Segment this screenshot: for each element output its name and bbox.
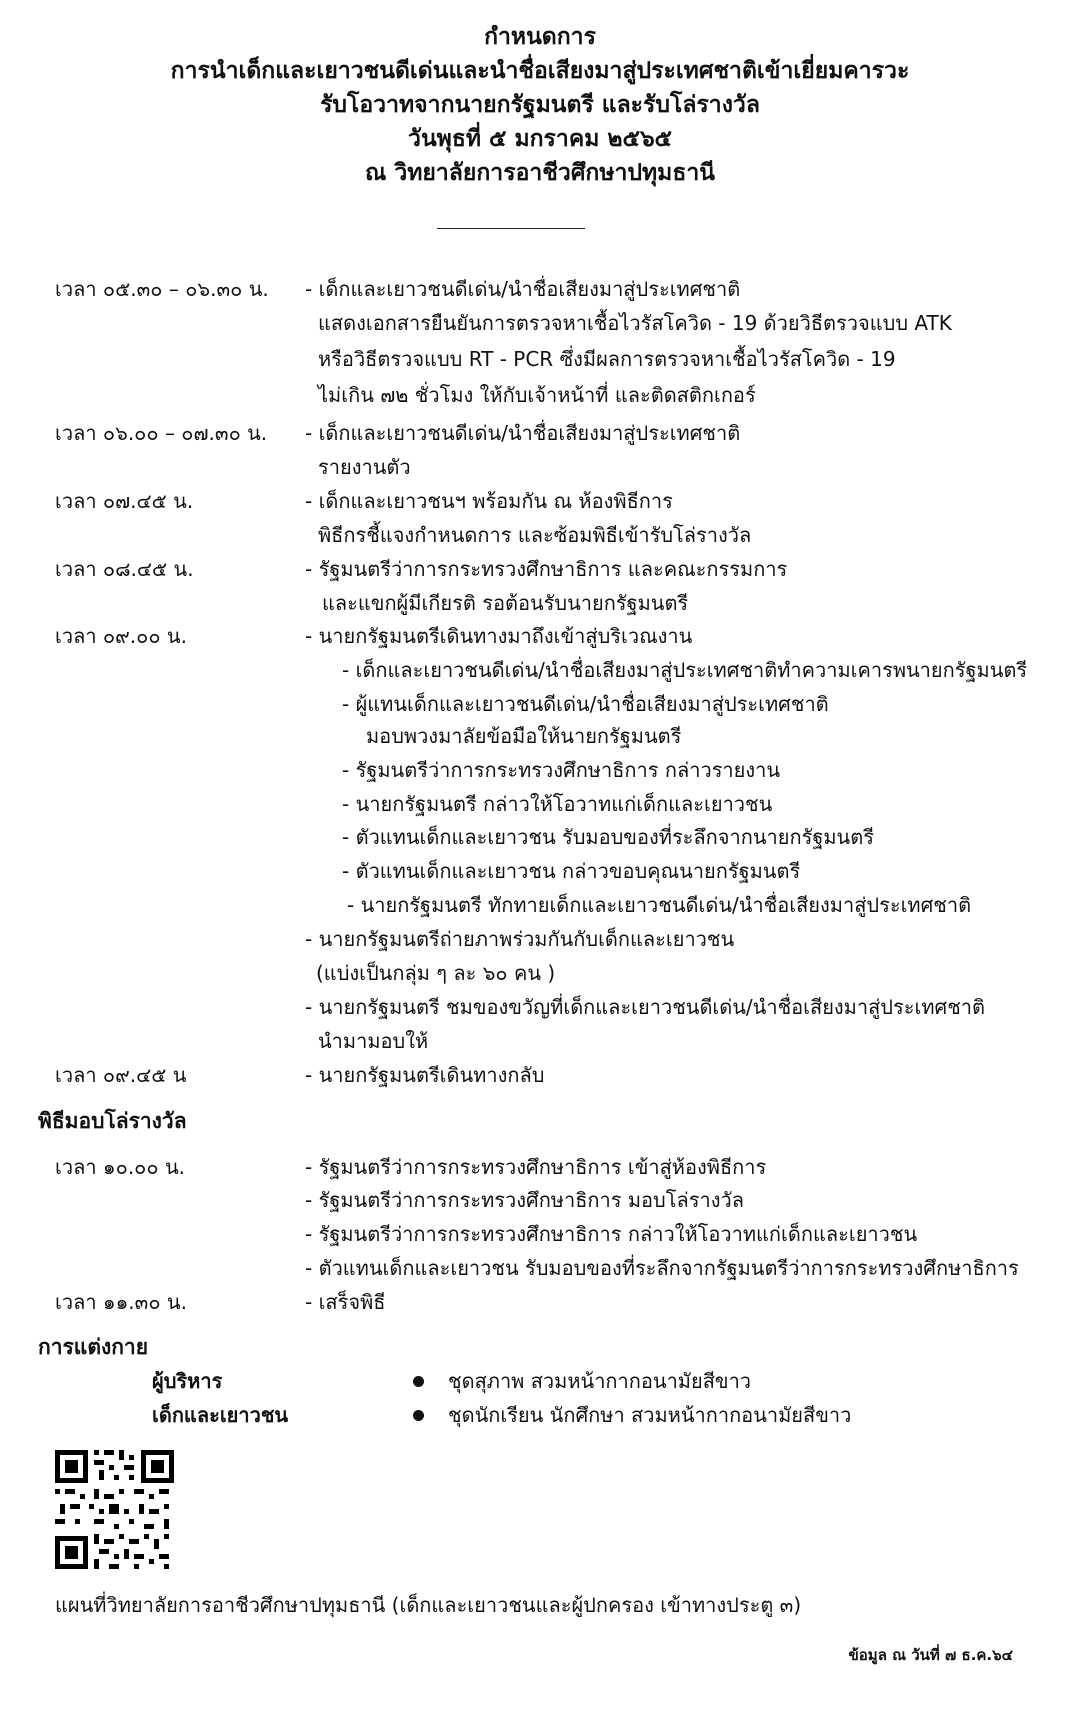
document-header [0,20,1080,190]
dress-description: ชุดนักเรียน นักศึกษา สวมหน้ากากอนามัยสีขาว [448,1403,852,1427]
schedule-activity: - รัฐมนตรีว่าการกระทรวงศึกษาธิการ และคณะกรรมการ [305,557,788,581]
dress-description: ชุดสุภาพ สวมหน้ากากอนามัยสีขาว [448,1369,752,1393]
schedule-time-8: เวลา ๑๑.๓๐ น. [55,1290,187,1314]
document-title: กำหนดการ [484,24,596,50]
schedule-activity-detail: รายงานตัว [318,455,411,479]
schedule-time-3: เวลา ๐๗.๔๕ น. [55,489,194,513]
schedule-activity: - เด็กและเยาวชนฯ พร้อมกัน ณ ห้องพิธีการ [305,489,673,513]
bullet-icon [413,1410,424,1421]
schedule-subactivity: - เด็กและเยาวชนดีเด่น/นำชื่อเสียงมาสู่ประเทศชาติทำความเคารพนายกรัฐมนตรี [342,658,1028,682]
schedule-activity-detail: แสดงเอกสารยืนยันการตรวจหาเชื้อไวรัสโควิด - 19 ด้วยวิธีตรวจแบบ ATK [318,311,952,335]
schedule-time-2: เวลา ๐๖.๐๐ – ๐๗.๓๐ น. [55,421,268,445]
schedule-time-1: เวลา ๐๕.๓๐ – ๐๖.๓๐ น. [55,277,269,301]
schedule-activity-detail: พิธีกรชี้แจงกำหนดการ และซ้อมพิธีเข้ารับโล่รางวัล [318,523,752,547]
schedule-activity: - ตัวแทนเด็กและเยาวชน รับมอบของที่ระลึกจากรัฐมนตรีว่าการกระทรวงศึกษาธิการ [305,1256,1019,1280]
schedule-activity: - เด็กและเยาวชนดีเด่น/นำชื่อเสียงมาสู่ประเทศชาติ [305,277,741,301]
schedule-time-4: เวลา ๐๘.๔๕ น. [55,557,194,581]
schedule-subactivity: - ตัวแทนเด็กและเยาวชน รับมอบของที่ระลึกจากนายกรัฐมนตรี [342,825,874,849]
schedule-activity: - นายกรัฐมนตรีเดินทางมาถึงเข้าสู่บริเวณงาน [305,624,693,648]
award-section-title: พิธีมอบโล่รางวัล [38,1109,187,1133]
schedule-activity: - รัฐมนตรีว่าการกระทรวงศึกษาธิการ กล่าวให้โอวาทแก่เด็กและเยาวชน [305,1222,918,1246]
schedule-activity-detail: หรือวิธีตรวจแบบ RT - PCR ซึ่งมีผลการตรวจหาเชื้อไวรัสโควิด - 19 [318,347,896,371]
schedule-subactivity: - ตัวแทนเด็กและเยาวชน กล่าวขอบคุณนายกรัฐมนตรี [342,859,801,883]
schedule-activity-detail: และแขกผู้มีเกียรติ รอต้อนรับนายกรัฐมนตรี [322,591,689,615]
schedule-subactivity: - รัฐมนตรีว่าการกระทรวงศึกษาธิการ กล่าวรายงาน [342,758,781,782]
schedule-activity-detail: ไม่เกิน ๗๒ ชั่วโมง ให้กับเจ้าหน้าที่ และติดสติกเกอร์ [318,383,756,407]
schedule-time-5: เวลา ๐๙.๐๐ น. [55,624,187,648]
schedule-activity: - นายกรัฐมนตรี ชมของขวัญที่เด็กและเยาวชนดีเด่น/นำชื่อเสียงมาสู่ประเทศชาติ [305,995,985,1019]
schedule-subactivity: - ผู้แทนเด็กและเยาวชนดีเด่น/นำชื่อเสียงมาสู่ประเทศชาติ [342,692,829,716]
dress-section-title: การแต่งกาย [38,1335,149,1359]
event-subtitle: รับโอวาทจากนายกรัฐมนตรี และรับโล่รางวัล [320,92,760,118]
schedule-activity: - นายกรัฐมนตรีเดินทางกลับ [305,1063,545,1087]
header-divider [437,228,585,229]
schedule-activity: - รัฐมนตรีว่าการกระทรวงศึกษาธิการ มอบโล่รางวัล [305,1188,744,1212]
bullet-icon [413,1376,424,1387]
data-date-note: ข้อมูล ณ วันที่ ๗ ธ.ค.๖๔ [848,1646,1013,1664]
map-caption: แผนที่วิทยาลัยการอาชีวศึกษาปทุมธานี (เด็กและเยาวชนและผู้ปกครอง เข้าทางประตู ๓) [55,1593,802,1617]
schedule-time-6: เวลา ๐๙.๔๕ น [55,1063,187,1087]
event-title: การนำเด็กและเยาวชนดีเด่นและนำชื่อเสียงมาสู่ประเทศชาติเข้าเยี่ยมคารวะ [170,58,910,84]
schedule-subactivity-detail: มอบพวงมาลัยข้อมือให้นายกรัฐมนตรี [366,724,682,748]
schedule-subactivity: - นายกรัฐมนตรี กล่าวให้โอวาทแก่เด็กและเยาวชน [342,792,773,816]
schedule-activity-detail: นำมามอบให้ [318,1029,429,1053]
qr-code-icon[interactable] [52,1447,177,1572]
schedule-time-7: เวลา ๑๐.๐๐ น. [55,1155,185,1179]
schedule-activity: - เด็กและเยาวชนดีเด่น/นำชื่อเสียงมาสู่ประเทศชาติ [305,421,741,445]
schedule-activity-detail: (แบ่งเป็นกลุ่ม ๆ ละ ๖๐ คน ) [316,961,556,985]
event-date: วันพุธที่ ๕ มกราคม ๒๕๖๕ [408,126,672,152]
schedule-activity: - นายกรัฐมนตรีถ่ายภาพร่วมกันกับเด็กและเยาวชน [305,927,735,951]
schedule-activity: - เสร็จพิธี [305,1290,386,1314]
dress-role: เด็กและเยาวชน [152,1403,289,1427]
schedule-activity: - รัฐมนตรีว่าการกระทรวงศึกษาธิการ เข้าสู่ห้องพิธีการ [305,1155,767,1179]
schedule-subactivity: - นายกรัฐมนตรี ทักทายเด็กและเยาวชนดีเด่น/นำชื่อเสียงมาสู่ประเทศชาติ [347,893,972,917]
event-venue: ณ วิทยาลัยการอาชีวศึกษาปทุมธานี [364,160,716,186]
dress-role: ผู้บริหาร [152,1369,223,1393]
